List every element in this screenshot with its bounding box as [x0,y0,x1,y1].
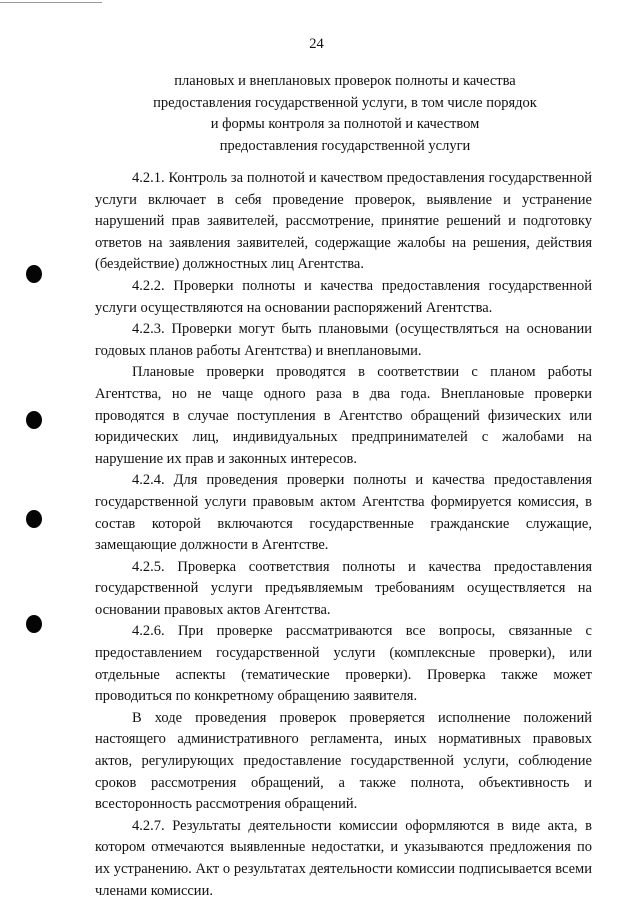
punch-hole [26,615,42,633]
paragraph: 4.2.3. Проверки могут быть плановыми (осуществляться на основании годовых планов работы Агентства) и внеплановыми. [95,321,592,359]
paragraph: В ходе проведения проверок проверяется исполнение положений настоящего административного регламента, иных нормативных правовых актов, регулирующих предоставление государственной услуги, соблюдение сроков рассмотрения обращений, а также полнота, объективность и всесторонность рассмотрения обращений. [95,709,592,813]
paragraph: 4.2.1. Контроль за полнотой и качеством предоставления государственной услуги включает в себя проведение проверок, выявление и устранение нарушений прав заявителей, рассмотрение, принятие решений и подготовку ответов на заявления заявителей, содержащие жалобы на решения, действия (бездействие) должностных лиц Агентства. [95,170,592,273]
paragraph: 4.2.7. Результаты деятельности комиссии оформляются в виде акта, в котором отмечаются выявленные недостатки, и указываются предложения по их устранению. Акт о результатах деятельности комиссии подписывается всеми членами комиссии. [95,817,592,899]
paragraph: Плановые проверки проводятся в соответствии с планом работы Агентства, но не чаще одного раза в два года. Внеплановые проверки проводятся в случае поступления в Агентство обращений физических или юридических лиц, индивидуальных предпринимателей с жалобами на нарушение их прав и законных интересов. [95,364,592,467]
section-heading [95,71,595,158]
punch-hole [26,265,42,283]
document-body [95,168,592,902]
paragraph: 4.2.4. Для проведения проверки полноты и качества предоставления государственной услуги правовым актом Агентства формируется комиссия, в состав которой включаются государственные гражданские служащие, замещающие должности в Агентстве. [95,472,592,554]
heading-line: и формы контроля за полнотой и качеством [210,116,480,133]
paragraph: 4.2.6. При проверке рассматриваются все вопросы, связанные с предоставлением государственной услуги (комплексные проверки), или отдельные аспекты (тематические проверки). Проверка также может проводиться по конкретному обращению заявителя. [95,623,592,705]
page-number: 24 [309,36,324,52]
punch-hole [26,411,42,429]
paragraph: 4.2.2. Проверки полноты и качества предоставления государственной услуги осуществляются на основании распоряжений Агентства. [95,277,592,316]
paragraph: 4.2.5. Проверка соответствия полноты и качества предоставления государственной услуги предъявляемым требованиям осуществляется на основании правовых актов Агентства. [95,558,592,618]
heading-line: плановых и внеплановых проверок полноты и качества [174,73,516,89]
heading-line: предоставления государственной услуги, в том числе порядок [153,94,537,111]
scan-edge-line [0,2,102,3]
heading-line: предоставления государственной услуги [219,138,471,155]
punch-hole [26,510,42,528]
